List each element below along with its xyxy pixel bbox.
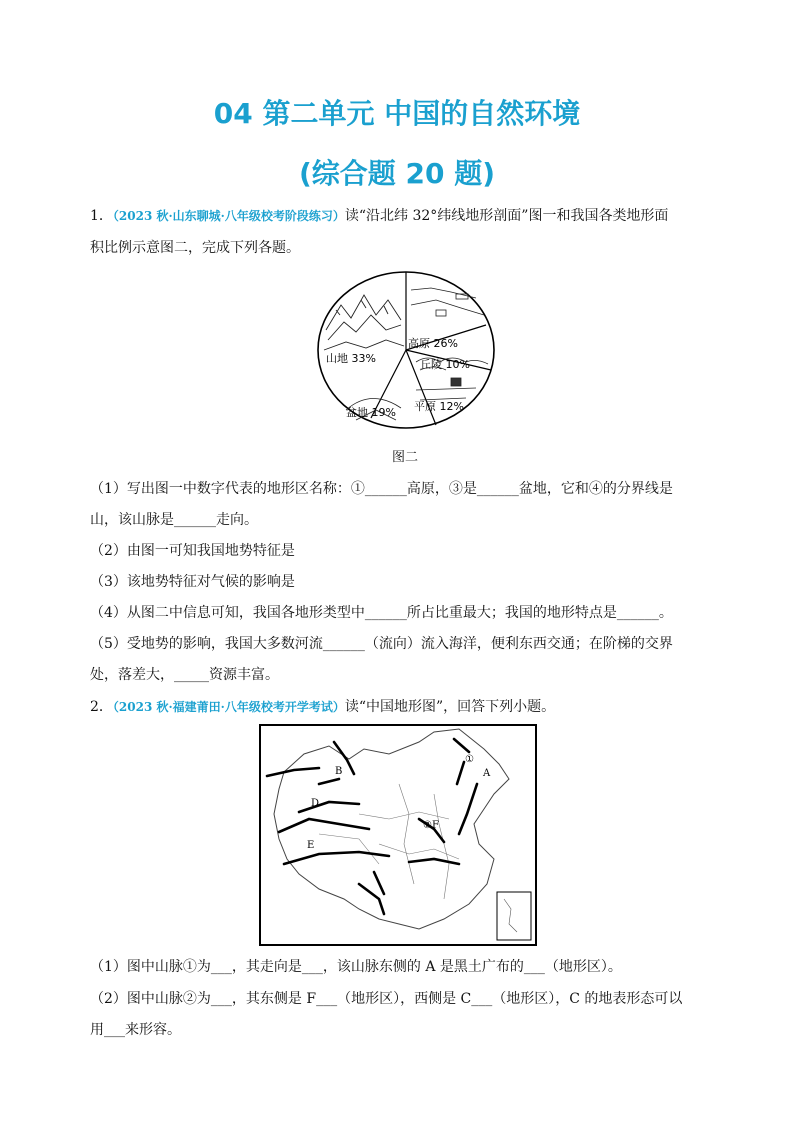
- q1-number: 1．: [90, 208, 113, 224]
- q2-number: 2．: [90, 699, 113, 715]
- map-label-d: D: [311, 798, 320, 809]
- page-subtitle: (综合题 20 题): [298, 157, 496, 190]
- q2-source: （2023 秋·福建莆田·八年级校考开学考试）: [112, 700, 345, 714]
- q1-stem-line2: 积比例示意图二，完成下列各题。: [90, 240, 300, 256]
- q1-sub1-line1: （1）写出图一中数字代表的地形区名称：①______高原，③是______盆地，它和④的分界线是: [90, 481, 673, 497]
- figure-caption: 图二: [392, 450, 419, 465]
- q1-sub5-line1: （5）受地势的影响，我国大多数河流______（流向）流入海洋，便利东西交通；在阶梯的交界: [90, 636, 673, 652]
- q1-sub2: （2）由图一可知我国地势特征是: [90, 543, 295, 559]
- q1-sub1-line2: 山，该山脉是______走向。: [90, 512, 258, 528]
- q1-stem-text: 读“沿北纬 32°纬线地形剖面”图一和我国各类地形面: [344, 208, 669, 224]
- map-label-b: B: [335, 766, 343, 777]
- q1-sub5-line2: 处，落差大，_____资源丰富。: [90, 667, 279, 683]
- pie-label-plateau: 高原 26%: [408, 337, 458, 350]
- q2-sub2-line2: 用___来形容。: [90, 1022, 181, 1038]
- pie-label-hills: 丘陵 10%: [420, 358, 470, 371]
- map-label-a: A: [483, 768, 491, 779]
- terrain-pie-figure: [316, 270, 496, 440]
- q2-sub1: （1）图中山脉①为___，其走向是___，该山脉东侧的 A 是黑土广布的___（地形区）。: [90, 959, 622, 975]
- q1-sub4: （4）从图二中信息可知，我国各地形类型中______所占比重最大；我国的地形特点是______。: [90, 605, 673, 621]
- pie-label-mountains: 山地 33%: [326, 352, 376, 365]
- pie-label-basin: 盆地 19%: [346, 406, 396, 419]
- q1-source: （2023 秋·山东聊城·八年级校考阶段练习）: [112, 209, 345, 223]
- q1-sub3: （3）该地势特征对气候的影响是: [90, 574, 295, 590]
- map-label-f: ②F: [423, 820, 439, 831]
- q2-stem-text: 读“中国地形图”，回答下列小题。: [344, 699, 556, 715]
- pie-label-plain: 平原 12%: [414, 400, 464, 413]
- page-title: 04 第二单元 中国的自然环境: [213, 97, 581, 130]
- map-label-e: E: [307, 840, 315, 851]
- map-label-one: ①: [465, 754, 474, 765]
- q2-stem: [90, 696, 710, 718]
- china-terrain-map: [259, 724, 537, 946]
- q1-stem: [90, 205, 710, 227]
- q2-sub2-line1: （2）图中山脉②为___，其东侧是 F___（地形区），西侧是 C___（地形区），C 的地表形态可以: [90, 991, 683, 1007]
